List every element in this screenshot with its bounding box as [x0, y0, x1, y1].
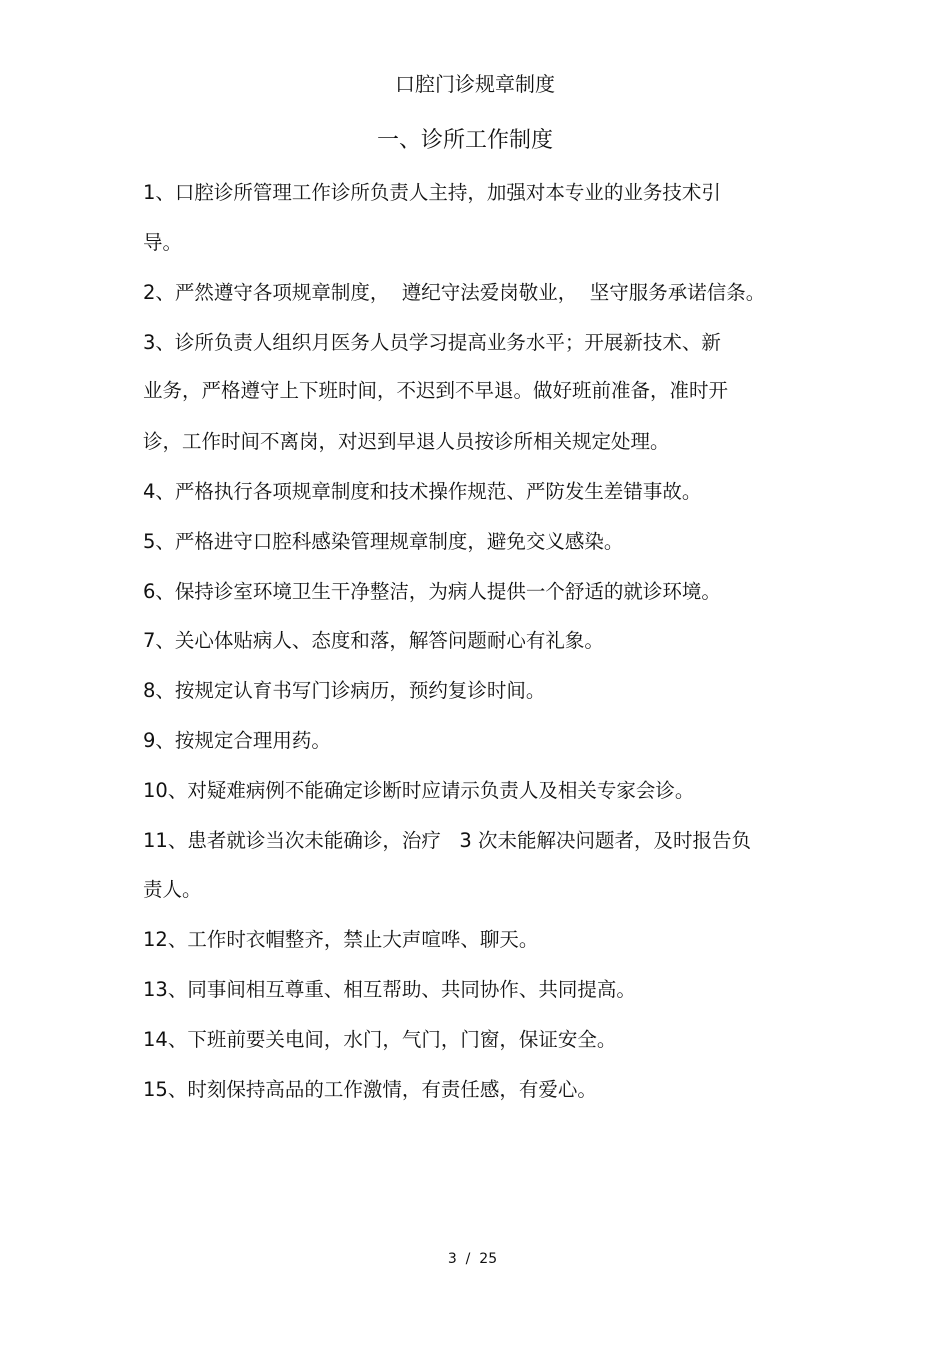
text-line: 6、保持诊室环境卫生干净整洁，为病人提供一个舒适的就诊环境。 — [143, 580, 721, 603]
text-line: 4、严格执行各项规章制度和技术操作规范、严防发生差错事故。 — [143, 480, 702, 503]
text-line: 15、时刻保持高品的工作激情，有责任感，有爱心。 — [143, 1078, 597, 1101]
text-line: 12、工作时衣帽整齐，禁止大声喧哗、聊天。 — [143, 928, 539, 951]
text-line: 导。 — [143, 231, 183, 254]
text-line: 13、同事间相互尊重、相互帮助、共同协作、共同提高。 — [143, 978, 636, 1001]
text-line: 责人。 — [143, 878, 202, 901]
page-number: 3 / 25 — [447, 1251, 498, 1267]
text-line: 2、严然遵守各项规章制度， 遵纪守法爱岗敬业， 坚守服务承诺信条。 — [143, 281, 766, 304]
text-line: 10、对疑难病例不能确定诊断时应请示负责人及相关专家会诊。 — [143, 779, 695, 802]
text-line: 11、患者就诊当次未能确诊，治疗 3 次未能解决问题者，及时报告负 — [143, 829, 752, 852]
text-line: 9、按规定合理用药。 — [143, 729, 331, 752]
document-title: 口腔门诊规章制度 — [395, 72, 555, 96]
text-line: 诊，工作时间不离岗，对迟到早退人员按诊所相关规定处理。 — [143, 430, 670, 453]
text-line: 5、严格进守口腔科感染管理规章制度，避免交义感染。 — [143, 530, 624, 553]
section-heading: 一、诊所工作制度 — [376, 128, 553, 153]
text-line: 8、按规定认育书写门诊病历，预约复诊时间。 — [143, 679, 546, 702]
text-line: 7、关心体贴病人、态度和落，解答问题耐心有礼象。 — [143, 629, 604, 652]
text-line: 14、下班前要关电间，水门，气门，门窗，保证安全。 — [143, 1028, 617, 1051]
text-line: 3、诊所负责人组织月医务人员学习提高业务水平；开展新技术、新 — [143, 331, 721, 354]
text-line: 业务，严格遵守上下班时间，不迟到不早退。做好班前准备，准时开 — [143, 379, 729, 402]
text-line: 1、口腔诊所管理工作诊所负责人主持，加强对本专业的业务技术引 — [143, 181, 721, 204]
